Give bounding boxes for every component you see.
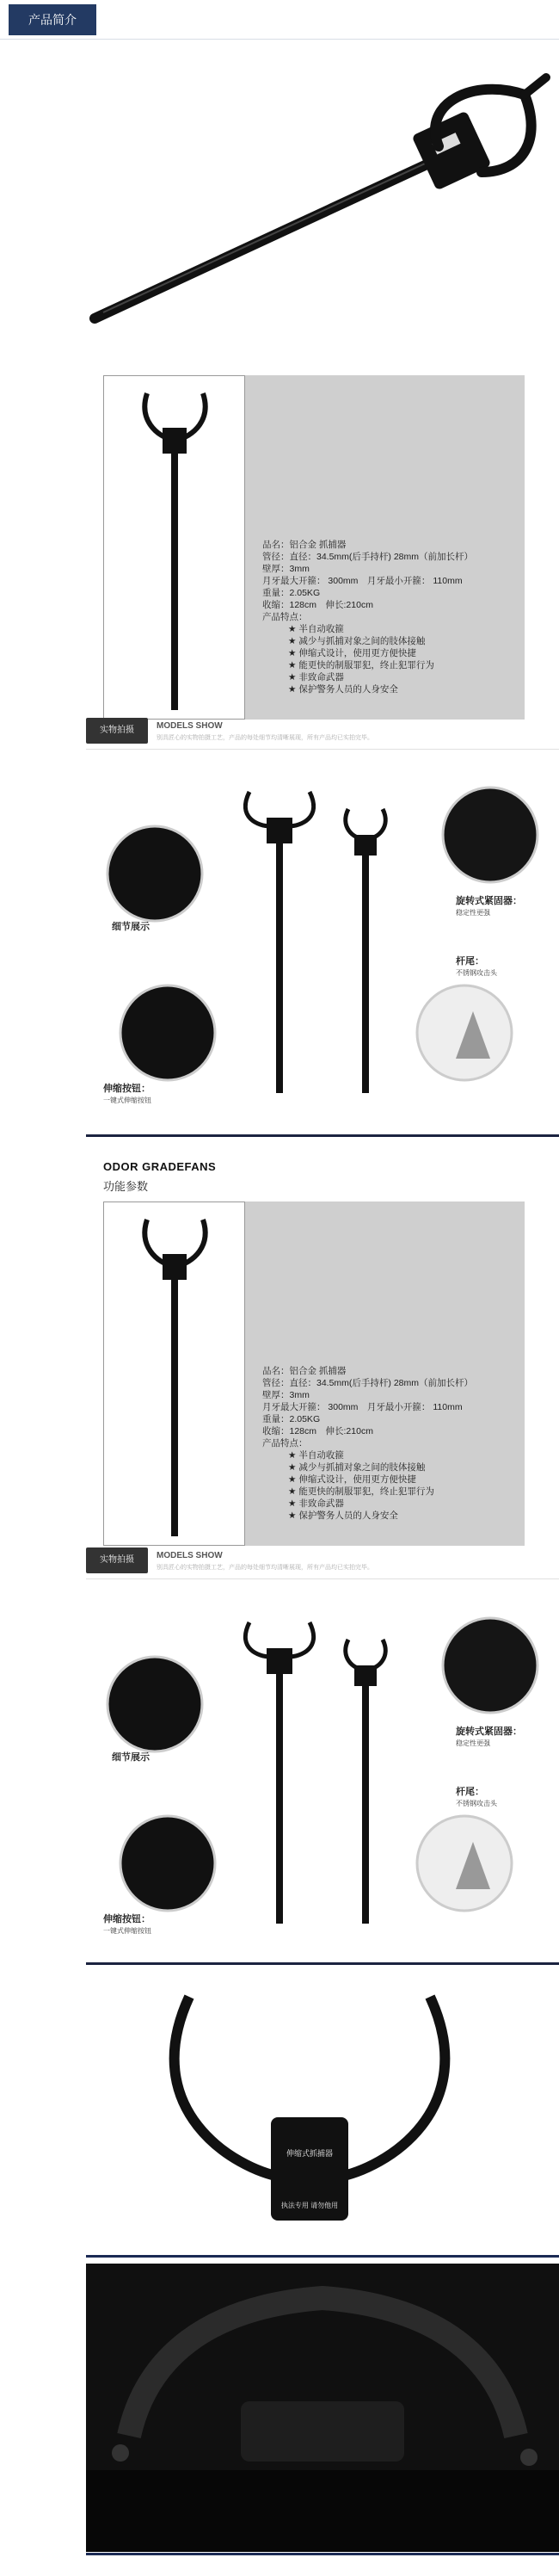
- telescopic-button-label: [103, 1083, 151, 1107]
- feature-item: ★ 伸缩式设计，使用更方便快捷: [288, 648, 416, 658]
- models-show-header: [86, 718, 559, 752]
- telescopic-button-title: 伸缩按钮：: [103, 1914, 150, 1924]
- detail-showcase: [86, 775, 559, 1102]
- telescopic-button-label: [103, 1913, 151, 1937]
- section-divider: [86, 1962, 559, 1965]
- product-photo: [103, 1202, 245, 1546]
- detail-label: 细节展示: [112, 1752, 150, 1763]
- models-title: MODELS SHOW: [157, 721, 223, 731]
- telescopic-button-sub: 一键式伸缩按钮: [103, 1096, 151, 1104]
- spec-name: 品名：铝合金 抓捕器: [262, 540, 347, 550]
- spec-open: 月牙最大开箍： 300mm 月牙最小开箍： 110mm: [262, 576, 463, 586]
- spec-name: 品名：铝合金 抓捕器: [262, 1366, 347, 1376]
- feature-item: ★ 保护警务人员的人身安全: [288, 684, 398, 695]
- feature-item: ★ 减少与抓捕对象之间的肢体接触: [288, 636, 426, 646]
- hero-product-image: [77, 69, 559, 344]
- models-subtitle: 别具匠心的实物拍摄工艺，产品的每处细节均清晰展现，所有产品均已实拍完毕。: [157, 735, 373, 741]
- spec-panel-2: [103, 1202, 525, 1546]
- dark-closeup-photo: [86, 2264, 559, 2552]
- spec-tube: 管径：直径：34.5mm(后手持杆) 28mm（前加长杆）: [262, 1378, 474, 1388]
- feature-item: ★ 能更快的制服罪犯，终止犯罪行为: [288, 660, 434, 670]
- section-divider: [86, 2255, 559, 2258]
- spec-tube: 管径：直径：34.5mm(后手持杆) 28mm（前加长杆）: [262, 552, 474, 562]
- models-subtitle: 别具匠心的实物拍摄工艺，产品的每处细节均清晰展现，所有产品均已实拍完毕。: [157, 1565, 373, 1571]
- feature-item: ★ 半自动收箍: [288, 1450, 344, 1461]
- models-show-header-2: [86, 1547, 559, 1582]
- tail-title: 杆尾：: [456, 956, 484, 967]
- detail-label: 细节展示: [112, 922, 150, 932]
- spec-weight: 重量：2.05KG: [262, 1414, 321, 1424]
- rotate-fastener-sub: 稳定性更强: [456, 909, 490, 917]
- tail-label: [456, 1786, 497, 1810]
- divider: [86, 749, 559, 750]
- tail-sub: 不锈钢攻击头: [456, 969, 497, 977]
- models-badge: 实物拍摄: [86, 718, 148, 744]
- feature-item: ★ 能更快的制服罪犯，终止犯罪行为: [288, 1486, 434, 1497]
- plate-title: 伸缩式抓捕器: [286, 2149, 334, 2158]
- plate-sub: 执法专用 请勿他用: [280, 2202, 339, 2209]
- spec-length: 收缩：128cm 伸长:210cm: [262, 1426, 373, 1436]
- section-title-cn: 功能参数: [103, 1180, 149, 1193]
- feature-item: ★ 减少与抓捕对象之间的肢体接触: [288, 1462, 426, 1473]
- telescopic-button-sub: 一键式伸缩按钮: [103, 1927, 151, 1935]
- tail-sub: 不锈钢攻击头: [456, 1800, 497, 1807]
- models-badge: 实物拍摄: [86, 1547, 148, 1573]
- detail-showcase-2: [86, 1605, 559, 1935]
- tab-bar: [0, 0, 559, 40]
- spec-text: [262, 1365, 520, 1522]
- rotate-fastener-title: 旋转式紧固器：: [456, 896, 522, 906]
- feature-item: ★ 保护警务人员的人身安全: [288, 1510, 398, 1521]
- rotate-fastener-sub: 稳定性更强: [456, 1739, 490, 1747]
- feature-item: ★ 非致命武器: [288, 1498, 344, 1509]
- tail-label: [456, 955, 497, 979]
- rotate-fastener-label: [456, 895, 522, 919]
- tab-product-intro[interactable]: 产品简介: [9, 4, 96, 35]
- spec-features-title: 产品特点：: [262, 1438, 308, 1449]
- footer-line: [86, 2553, 559, 2555]
- head-closeup-photo: [86, 1980, 559, 2255]
- rotate-fastener-title: 旋转式紧固器：: [456, 1727, 522, 1737]
- spec-open: 月牙最大开箍： 300mm 月牙最小开箍： 110mm: [262, 1402, 463, 1412]
- spec-panel: [103, 375, 525, 720]
- divider: [86, 1578, 559, 1579]
- spec-text: [262, 539, 520, 695]
- spec-wall: 壁厚：3mm: [262, 564, 310, 574]
- spec-features-title: 产品特点：: [262, 612, 308, 622]
- models-title: MODELS SHOW: [157, 1551, 223, 1560]
- feature-item: ★ 伸缩式设计，使用更方便快捷: [288, 1474, 416, 1485]
- spec-weight: 重量：2.05KG: [262, 588, 321, 598]
- spec-length: 收缩：128cm 伸长:210cm: [262, 600, 373, 610]
- tail-title: 杆尾：: [456, 1787, 484, 1797]
- product-photo: [103, 375, 245, 720]
- feature-item: ★ 非致命武器: [288, 672, 344, 683]
- section-title-en: ODOR GRADEFANS: [103, 1160, 217, 1173]
- feature-item: ★ 半自动收箍: [288, 624, 344, 634]
- telescopic-button-title: 伸缩按钮：: [103, 1084, 150, 1094]
- rotate-fastener-label: [456, 1726, 522, 1750]
- spec-wall: 壁厚：3mm: [262, 1390, 310, 1400]
- section-divider: [86, 1134, 559, 1137]
